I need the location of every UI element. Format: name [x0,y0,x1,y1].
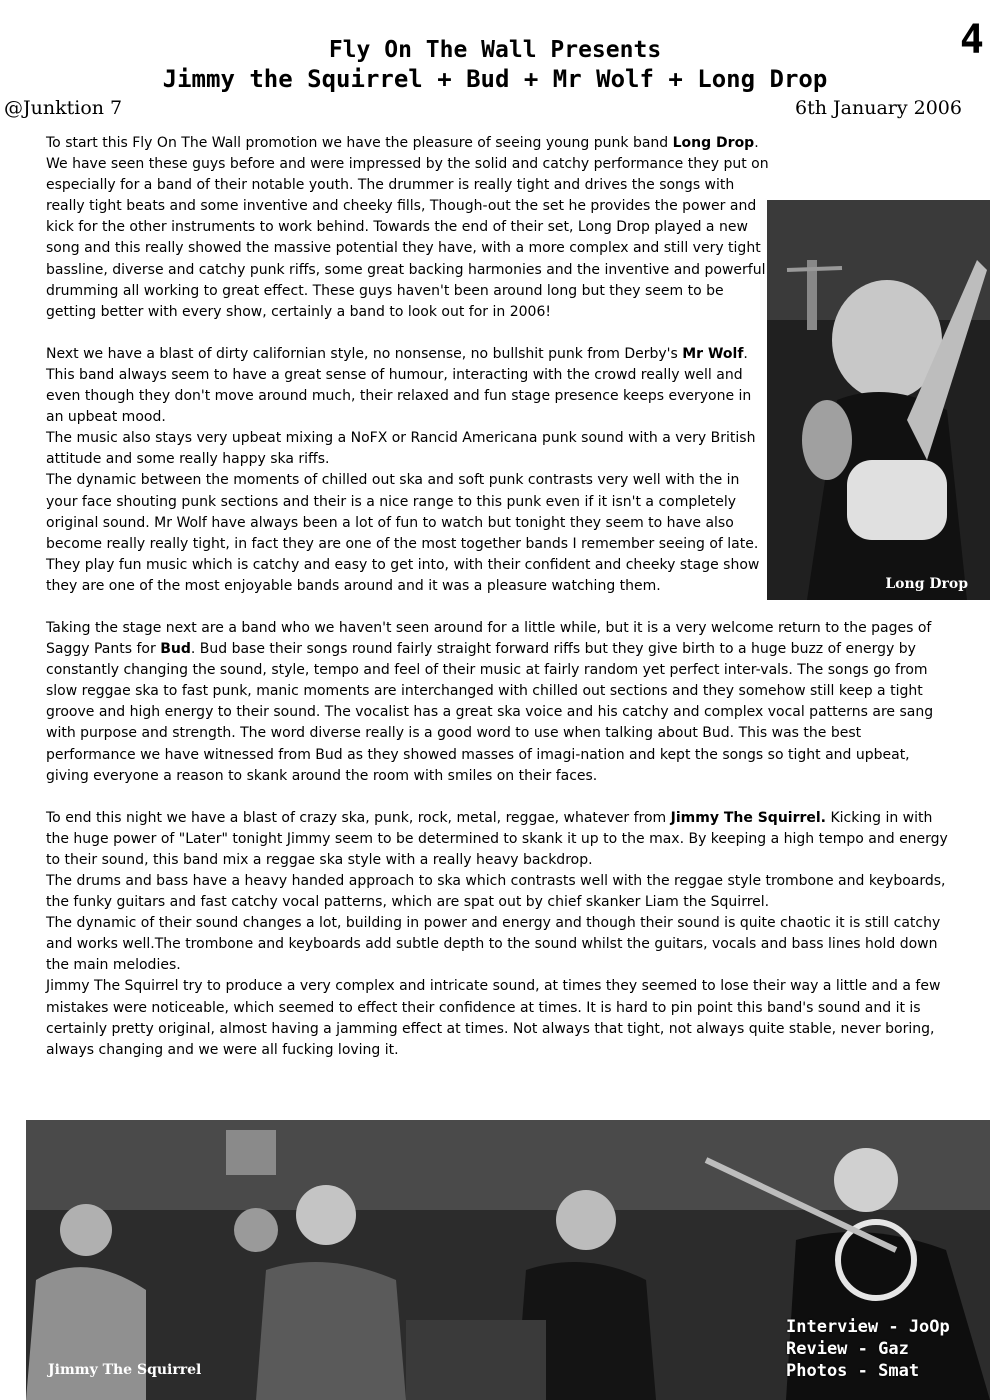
paragraph: The dynamic between the moments of chilled out ska and soft punk contrasts very well with the in your face shouting punk sections and their is a nice range to this punk even if it isn't a completely original sound. Mr Wolf have always been a lot of fun to watch but tonight they seem to have also become really really tight, in fact they are one of the most together bands I remember seeing of late. They play fun music which is catchy and easy to get into, with their confident and cheeky stage show they are one of the most enjoyable bands around and it was a pleasure watching them. [46,472,760,594]
paragraph-bud: Taking the stage next are a band who we haven't seen around for a little while, but it is a very welcome return to the pages of Saggy Pants for Bud. Bud base their songs round fairly straight forward riffs but they give birth to a huge buzz of energy by constantly changing the sound, style, tempo and feel of their music at fairly random yet perfect inter-vals. The songs go from slow reggae ska to fast punk, manic moments are interchanged with chilled out sections and they somehow still keep a tight groove and high energy to their sound. The vocalist has a great ska voice and his catchy and complex vocal patterns are sang with purpose and strength. The word diverse really is a good word to use when talking about Bud. This was the best performance we have witnessed from Bud as they showed masses of imagi-nation and kept the songs so tight and upbeat, giving everyone a reason to skank around the room with smiles on their faces. [46,619,934,784]
paragraph-mr-wolf: Next we have a blast of dirty californian style, no nonsense, no bullshit punk from Derby's Mr Wolf. This band always seem to have a great sense of humour, interacting with the crowd really well and even though they don't move around much, their relaxed and fun stage presence keeps everyone in an upbeat mood. [46,345,752,426]
paragraph: The music also stays very upbeat mixing a NoFX or Rancid Americana punk sound with a very British attitude and some really happy ska riffs. [46,430,756,468]
paragraph: The dynamic of their sound changes a lot, building in power and energy and though their sound is quite chaotic it is still catchy and works well.The trombone and keyboards add subtle depth to the sound whilst the guitars, vocals and bass lines hold down the main melodies. [46,915,941,974]
paragraph: The drums and bass have a heavy handed approach to ska which contrasts well with the reggae style trombone and keyboards, the funky guitars and fast catchy vocal patterns, which are spat out by chief skanker Liam the Squirrel. [46,873,946,911]
jimmy-the-squirrel-photo [26,1120,990,1400]
band-name: Bud [160,641,191,658]
paragraph: Jimmy The Squirrel try to produce a very complex and intricate sound, at times they seemed to lose their way a little and a few mistakes were noticeable, which seemed to effect their confidence at times. It is hard to pin point this band's sound and it is certainly pretty original, almost having a jamming effect at times. Not always that tight, not always quite stable, never boring, always changing and we were all fucking loving it. [46,978,941,1058]
band-name: Mr Wolf [682,345,744,362]
band-name: Long Drop [672,135,755,151]
paragraph-long-drop: To start this Fly On The Wall promotion we have the pleasure of seeing young punk band Long Drop. We have seen these guys before and were impressed by the solid and catchy performance they put on especially for a band of their notable youth. The drummer is really tight and drives the songs with really tight beats and some inventive and cheeky fills, Though-out the set he provides the power and kick for the other instruments to work behind. Towards the end of their set, Long Drop played a new song and this really showed the massive potential they have, with a more complex and still very tight bassline, diverse and catchy punk riffs, some great backing harmonies and the inventive and powerful drumming all working to great effect. These guys haven't been around long but they seem to be getting better with every show, certainly a band to look out for in 2006! [46,135,769,320]
photo-caption: Jimmy The Squirrel [48,1362,202,1378]
gig-date: 6th January 2006 [795,97,962,119]
credit-photos: Photos - Smat [786,1361,920,1381]
credit-review: Review - Gaz [786,1339,909,1359]
review-article [46,133,948,1061]
paragraph-jimmy-the-squirrel: To end this night we have a blast of crazy ska, punk, rock, metal, reggae, whatever from Jimmy The Squirrel. Kicking in with the huge power of "Later" tonight Jimmy seem to be determined to skank it up to the max. By keeping a high tempo and energy to their sound, this band mix a reggae ska style with a really heavy backdrop. [46,809,948,868]
page-number: 4 [959,17,984,63]
long-drop-photo [767,200,990,600]
venue: @Junktion 7 [4,97,123,119]
credits [786,1316,950,1382]
credit-interview: Interview - JoOp [786,1317,950,1337]
band-name: Jimmy The Squirrel. [670,809,827,826]
photo-caption: Long Drop [885,576,968,592]
photo-illustration [767,200,990,600]
page-title: Fly On The Wall Presents [328,37,662,63]
band-lineup-title: Jimmy the Squirrel + Bud + Mr Wolf + Long Drop [162,65,828,93]
